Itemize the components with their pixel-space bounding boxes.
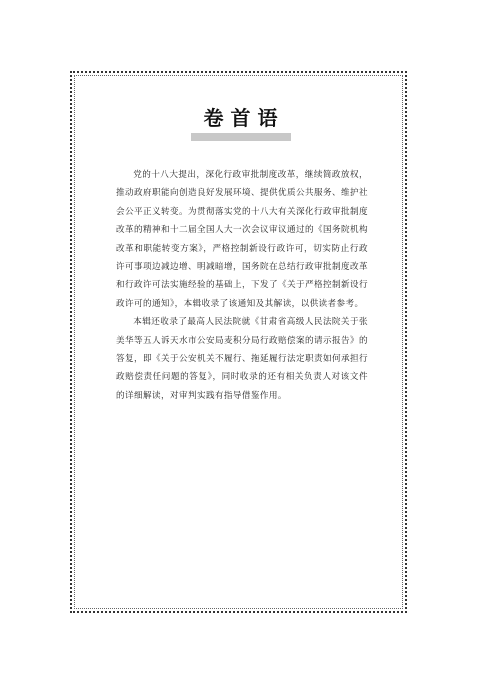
title-container [0,104,482,138]
page-title: 卷首语 [203,106,285,130]
body-text [116,166,368,405]
paragraph-1: 党的十八大提出，深化行政审批制度改革，继续简政放权，推动政府职能向创造良好发展环境、提供优质公共服务、维护社会公平正义转变。为贯彻落实党的十八大有关深化行政审批制度改革的精神和十二届全国人大一次会议审议通过的《国务院机构改革和职能转变方案》，严格控制新设行政许可，切实防止行政许可事项边减边增、明减暗增，国务院在总结行政审批制度改革和行政许可法实施经验的基础上，下发了《关于严格控制新设行政许可的通知》，本辑收录了该通知及其解读，以供读者参考。 [116,170,368,309]
paragraph-2: 本辑还收录了最高人民法院就《甘肃省高级人民法院关于张美华等五人诉天水市公安局麦积分局行政赔偿案的请示报告》的答复，即《关于公安机关不履行、拖延履行法定职责如何承担行政赔偿责任问题的答复》，同时收录的还有相关负责人对该文件的详细解读，对审判实践有指导借鉴作用。 [116,317,368,401]
